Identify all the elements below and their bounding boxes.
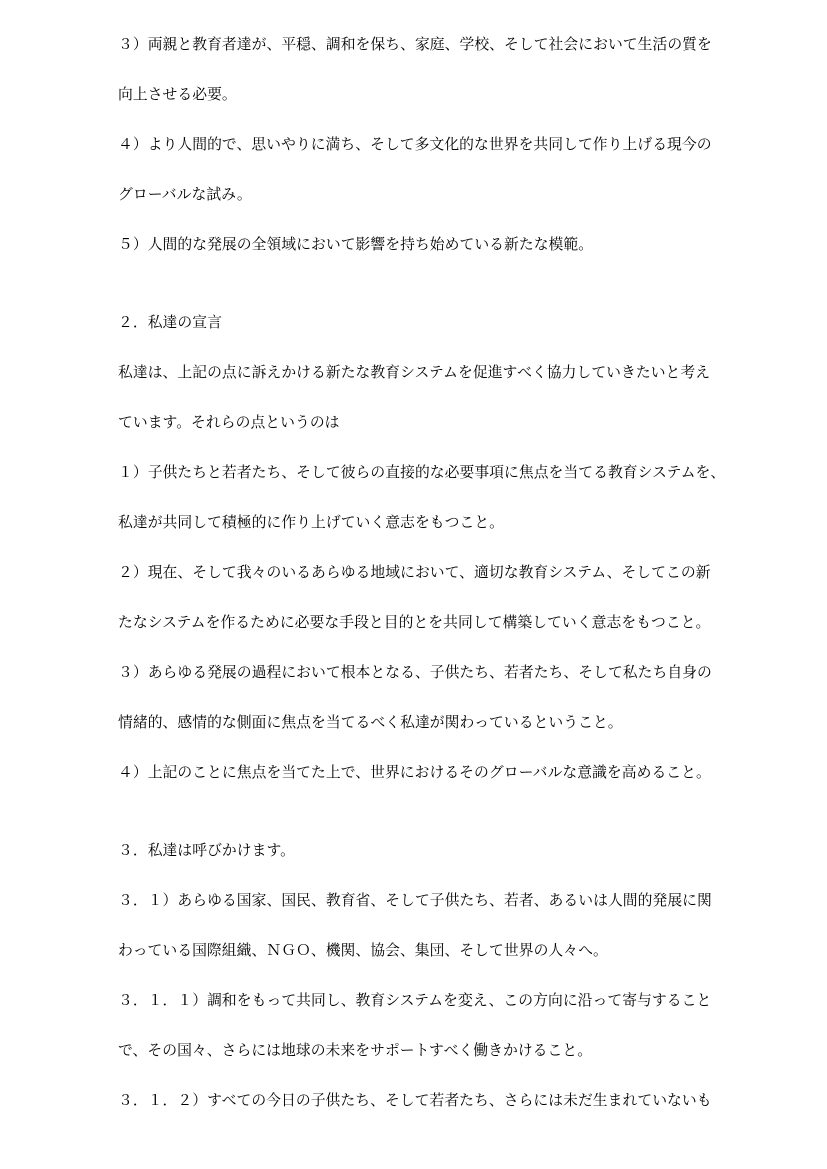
text-line: ４）上記のことに焦点を当てた上で、世界におけるそのグローバルな意識を高めること。 bbox=[118, 765, 711, 781]
text-line: ３．１）あらゆる国家、国民、教育省、そして子供たち、若者、あるいは人間的発展に関 bbox=[118, 893, 712, 909]
text-line: わっている国際組織、ＮＧＯ、機関、協会、集団、そして世界の人々へ。 bbox=[118, 943, 608, 959]
document-body bbox=[118, 20, 726, 1126]
text-line: ３）あらゆる発展の過程において根本となる、子供たち、若者たち、そして私たち自身の bbox=[118, 665, 712, 681]
text-line: 向上させる必要。 bbox=[118, 87, 237, 103]
text-line: ５）人間的な発展の全領域において影響を持ち始めている新たな模範。 bbox=[118, 237, 594, 253]
text-line: グローバルな試み。 bbox=[118, 187, 252, 203]
section-heading: ３．私達は呼びかけます。 bbox=[118, 843, 295, 859]
text-line: １）子供たちと若者たち、そして彼らの直接的な必要事項に焦点を当てる教育システムを、 bbox=[118, 465, 726, 481]
text-line: ３）両親と教育者達が、平穏、調和を保ち、家庭、学校、そして社会において生活の質を bbox=[118, 37, 712, 53]
text-line: ３．１．１）調和をもって共同し、教育システムを変え、この方向に沿って寄与すること bbox=[118, 993, 712, 1009]
text-line: ４）より人間的で、思いやりに満ち、そして多文化的な世界を共同して作り上げる現今の bbox=[118, 137, 712, 153]
text-line: ２）現在、そして我々のいるあらゆる地域において、適切な教育システム、そしてこの新 bbox=[118, 565, 711, 581]
text-line: で、その国々、さらには地球の未来をサポートすべく働きかけること。 bbox=[118, 1043, 593, 1059]
text-line: ３．１．２）すべての今日の子供たち、そして若者たち、さらには未だ生まれていないも bbox=[118, 1093, 712, 1109]
text-line: 情緒的、感情的な側面に焦点を当てるべく私達が関わっているということ。 bbox=[118, 715, 623, 731]
text-line: 私達は、上記の点に訴えかける新たな教育システムを促進すべく協力していきたいと考え bbox=[118, 365, 711, 381]
text-line: ています。それらの点というのは bbox=[118, 415, 340, 431]
text-line: たなシステムを作るために必要な手段と目的とを共同して構築していく意志をもつこと。 bbox=[118, 615, 711, 631]
text-line: 私達が共同して積極的に作り上げていく意志をもつこと。 bbox=[118, 515, 505, 531]
section-heading: ２．私達の宣言 bbox=[118, 315, 222, 331]
